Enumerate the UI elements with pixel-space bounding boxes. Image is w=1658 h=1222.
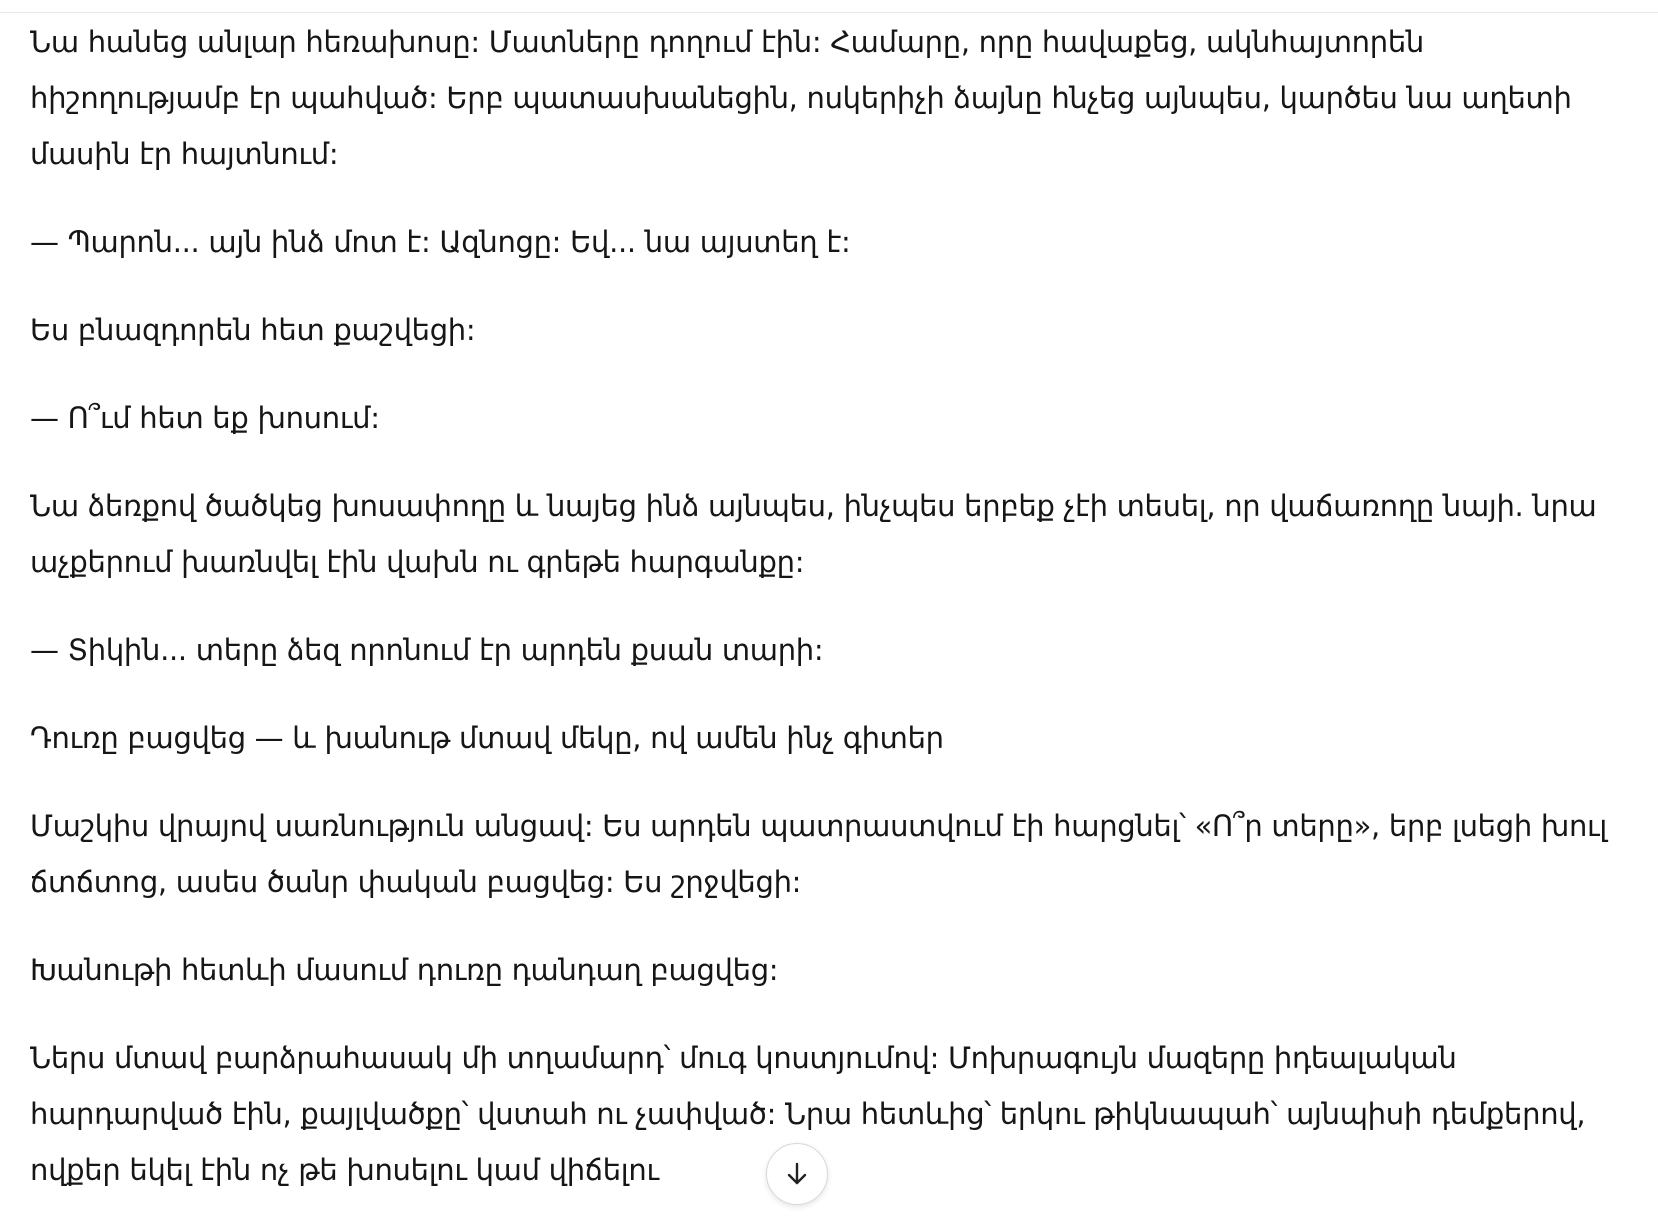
paragraph-5: Նա ձեռքով ծածկեց խոսափողը և նայեց ինձ այնպես, ինչպես երբեք չէի տեսել, որ վաճառողը նայի. նրա աչքերում խառնվել էին վախն ու գրեթե հարգանքը: — [30, 489, 1597, 579]
top-divider — [0, 12, 1658, 13]
paragraph-6: — Տիկին... տերը ձեզ որոնում էր արդեն քսան տարի: — [30, 633, 824, 667]
paragraph-1: Նա հանեց անլար հեռախոսը: Մատները դողում էին: Համարը, որը հավաքեց, ակնհայտորեն հիշողությամբ էր պահված: Երբ պատասխանեցին, ոսկերիչի ձայնը հնչեց այնպես, կարծես նա աղետի մասին էր հայտնում: — [30, 25, 1572, 171]
paragraph-2: — Պարոն... այն ինձ մոտ է: Ազնոցը: Եվ... նա այստեղ է: — [30, 225, 851, 259]
scroll-to-bottom-button[interactable] — [766, 1143, 828, 1205]
paragraph-4: — Ո՞ւմ հետ եք խոսում: — [30, 401, 380, 435]
chat-message-content — [30, 14, 1630, 1198]
paragraph-9: Խանութի հետևի մասում դուռը դանդաղ բացվեց: — [30, 953, 779, 987]
paragraph-3: Ես բնազդորեն հետ քաշվեցի: — [30, 313, 476, 347]
paragraph-10: Ներս մտավ բարձրահասակ մի տղամարդ՝ մուգ կոստյումով: Մոխրագույն մազերը իդեալական հարդարված էին, քայլվածքը՝ վստահ ու չափված: Նրա հետևից՝ երկու թիկնապահ՝ այնպիսի դեմքերով, ովքեր եկել էին ոչ թե խոսելու կամ վիճելու — [30, 1041, 1586, 1187]
arrow-down-icon — [782, 1159, 812, 1189]
paragraph-8: Մաշկիս վրայով սառնություն անցավ: Ես արդեն պատրաստվում էի հարցնել՝ «Ո՞ր տերը», երբ լսեցի խուլ ճտճտոց, ասես ծանր փական բացվեց: Ես շրջվեցի: — [30, 809, 1607, 899]
paragraph-7: Դուռը բացվեց — և խանութ մտավ մեկը, ով ամեն ինչ գիտեր — [30, 721, 944, 755]
